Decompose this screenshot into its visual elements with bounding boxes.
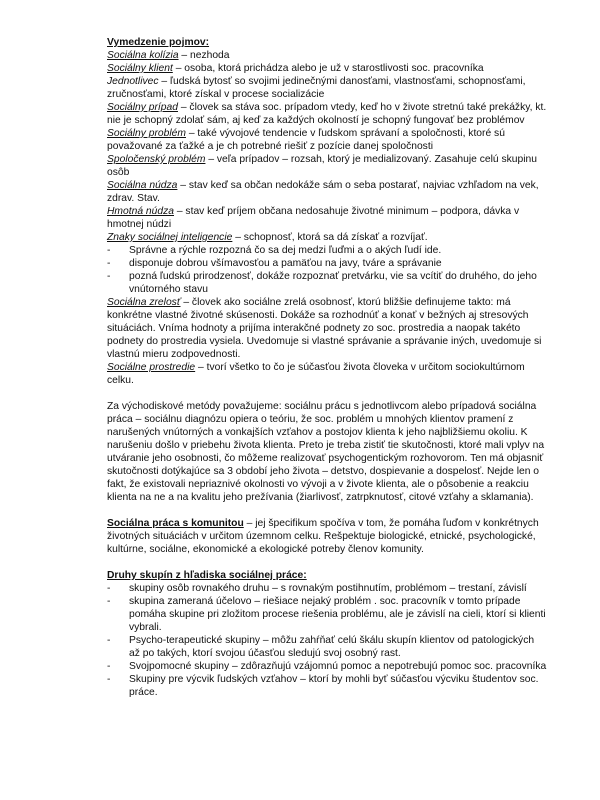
- definition-text: – osoba, ktorá prichádza alebo je už v starostlivosti soc. pracovníka: [172, 63, 484, 74]
- list-item: - pozná ľudskú prirodzenosť, dokáže rozpoznať pretvárku, vie sa vcítiť do druhého, do jeho vnútorného stavu: [107, 270, 547, 296]
- definition-text: – tvorí všetko to čo je súčasťou života človeka v určitom sociokultúrnom celku.: [107, 362, 525, 386]
- definition-text: – stav keď sa občan nedokáže sám o seba postarať, najviac vzhľadom na vek, zdrav. Stav.: [107, 180, 539, 204]
- list-item: - skupina zameraná účelovo – riešiace nejaký problém . soc. pracovník v tomto prípade pomáha skupine pri zložitom procese riešenia problému, ale je závislí na cieli, ktorí si klienti vybrali.: [107, 595, 547, 634]
- community-term: Sociálna práca s komunitou: [107, 518, 244, 529]
- list-item: - Skupiny pre výcvik ľudských vzťahov – ktorí by mohli byť súčasťou výcviku študentov soc. práce.: [107, 673, 547, 699]
- document-body: [107, 36, 547, 699]
- definition-text: – také vývojové tendencie v ľudskom správaní a spoločnosti, ktoré sú považované za ťažké a je ch potrebné riešiť z pozície danej spoločnosti: [107, 128, 505, 152]
- definition-term: Jednotlivec: [107, 76, 159, 87]
- section-heading-groups: Druhy skupín z hľadiska sociálnej práce:: [107, 570, 307, 581]
- definition-item: [107, 49, 547, 62]
- definition-term: Sociálna núdza: [107, 180, 178, 191]
- list-item: - Psycho-terapeutické skupiny – môžu zahŕňať celú škálu skupín klientov od patologických až po takých, ktorí svojou účasťou sledujú svoj osobný rast.: [107, 634, 547, 660]
- definition-item: [107, 101, 547, 127]
- definition-term: Sociálny klient: [107, 63, 173, 74]
- definition-text: – veľa prípadov – rozsah, ktorý je medializovaný. Zasahuje celú skupinu osôb: [107, 154, 537, 178]
- groups-list: [107, 582, 547, 699]
- definition-item: [107, 231, 547, 244]
- definition-item: [107, 361, 547, 387]
- definition-term: Spoločenský problém: [107, 154, 206, 165]
- methods-paragraph: Za východiskové metódy považujeme: sociálnu prácu s jednotlivcom alebo prípadová sociálna práca – sociálnu diagnózu opiera o teóriu, že soc. problém u mnohých klientov pramení z narušených vnútorných a vonkajších vzťahov a postojov klienta k jeho najbližšiemu okoliu. K narušeniu došlo v priebehu života klienta. Preto je treba zistiť tie skutočnosti, ktoré mali vplyv na utváranie jeho osobnosti, čo môžeme realizovať psychogentickým rozhovorom. Ten má objasniť skutočnosti dotýkajúce sa 3 období jeho života – detstvo, dospievanie a dospelosť. Nejde len o fakt, že existovali nepriaznivé okolnosti vo vývoji a v živote klienta, ale o pôsobenie a reakciu klienta na ne a na kvalitu jeho prežívania (žiarlivosť, zatrpknutosť, citové vzťahy a sklamania).: [107, 401, 545, 503]
- definition-text: – ľudská bytosť so svojimi jedinečnými danosťami, vlastnosťami, schopnosťami, zručnosťami, ktoré získal v procese socializácie: [107, 76, 526, 100]
- definition-text: – človek sa stáva soc. prípadom vtedy, keď ho v živote stretnú také prekážky, kt. nie je schopný zdolať sám, aj keď za každých okolností je schopný fungovať bez problémov: [107, 102, 547, 126]
- definition-term: Znaky sociálnej inteligencie: [107, 232, 233, 243]
- definition-item: [107, 296, 547, 361]
- list-item: - disponuje dobrou všímavosťou a pamäťou na javy, tváre a správanie: [107, 257, 547, 270]
- section-heading-definitions: Vymedzenie pojmov:: [107, 37, 210, 48]
- intelligence-list: [107, 244, 547, 296]
- definition-term: Sociálna zrelosť: [107, 297, 181, 308]
- definition-item: [107, 127, 547, 153]
- definition-text: – nezhoda: [178, 50, 230, 61]
- definition-item: [107, 153, 547, 179]
- definition-item: [107, 205, 547, 231]
- community-text: – jej špecifikum spočíva v tom, že pomáha ľuďom v konkrétnych životných situáciách v určitom územnom celku. Rešpektuje biologické, etnické, psychologické, kultúrne, sociálne, ekonomické a ekologické potreby členov komunity.: [107, 518, 539, 555]
- list-item: - Správne a rýchle rozpozná čo sa dej medzi ľuďmi a o akých ľudí ide.: [107, 244, 547, 257]
- definition-item: [107, 75, 547, 101]
- definition-item: [107, 179, 547, 205]
- definition-item: [107, 62, 547, 75]
- definition-term: Sociálna kolízia: [107, 50, 179, 61]
- definition-text: – stav keď príjem občana nedosahuje životné minimum – podpora, dávka v hmotnej núdzi: [107, 206, 520, 230]
- definition-term: Sociálne prostredie: [107, 362, 196, 373]
- definition-text: – schopnosť, ktorá sa dá získať a rozvíjať.: [232, 232, 428, 243]
- definition-term: Hmotná núdza: [107, 206, 174, 217]
- definition-text: – človek ako sociálne zrelá osobnosť, ktorú bližšie definujeme takto: má konkrétne vlastné životné skúsenosti. Dokáže sa rozhodnúť a konať v bežných aj stresových situáciách. Vníma hodnoty a prijíma interakčné podnety zo soc. prostredia a naopak takéto podnety do prostredia vysiela. Uvedomuje si vlastné správanie a správanie iných, uvedomuje si vlastnú mieru zodpovednosti.: [107, 297, 542, 360]
- definitions-list-2: [107, 296, 547, 387]
- definition-term: Sociálny problém: [107, 128, 186, 139]
- list-item: - Svojpomocné skupiny – zdôrazňujú vzájomnú pomoc a nepotrebujú pomoc soc. pracovníka: [107, 660, 547, 673]
- definition-term: Sociálny prípad: [107, 102, 178, 113]
- definitions-list: [107, 49, 547, 244]
- community-paragraph: [107, 517, 547, 556]
- list-item: - skupiny osôb rovnakého druhu – s rovnakým postihnutím, problémom – trestaní, závislí: [107, 582, 547, 595]
